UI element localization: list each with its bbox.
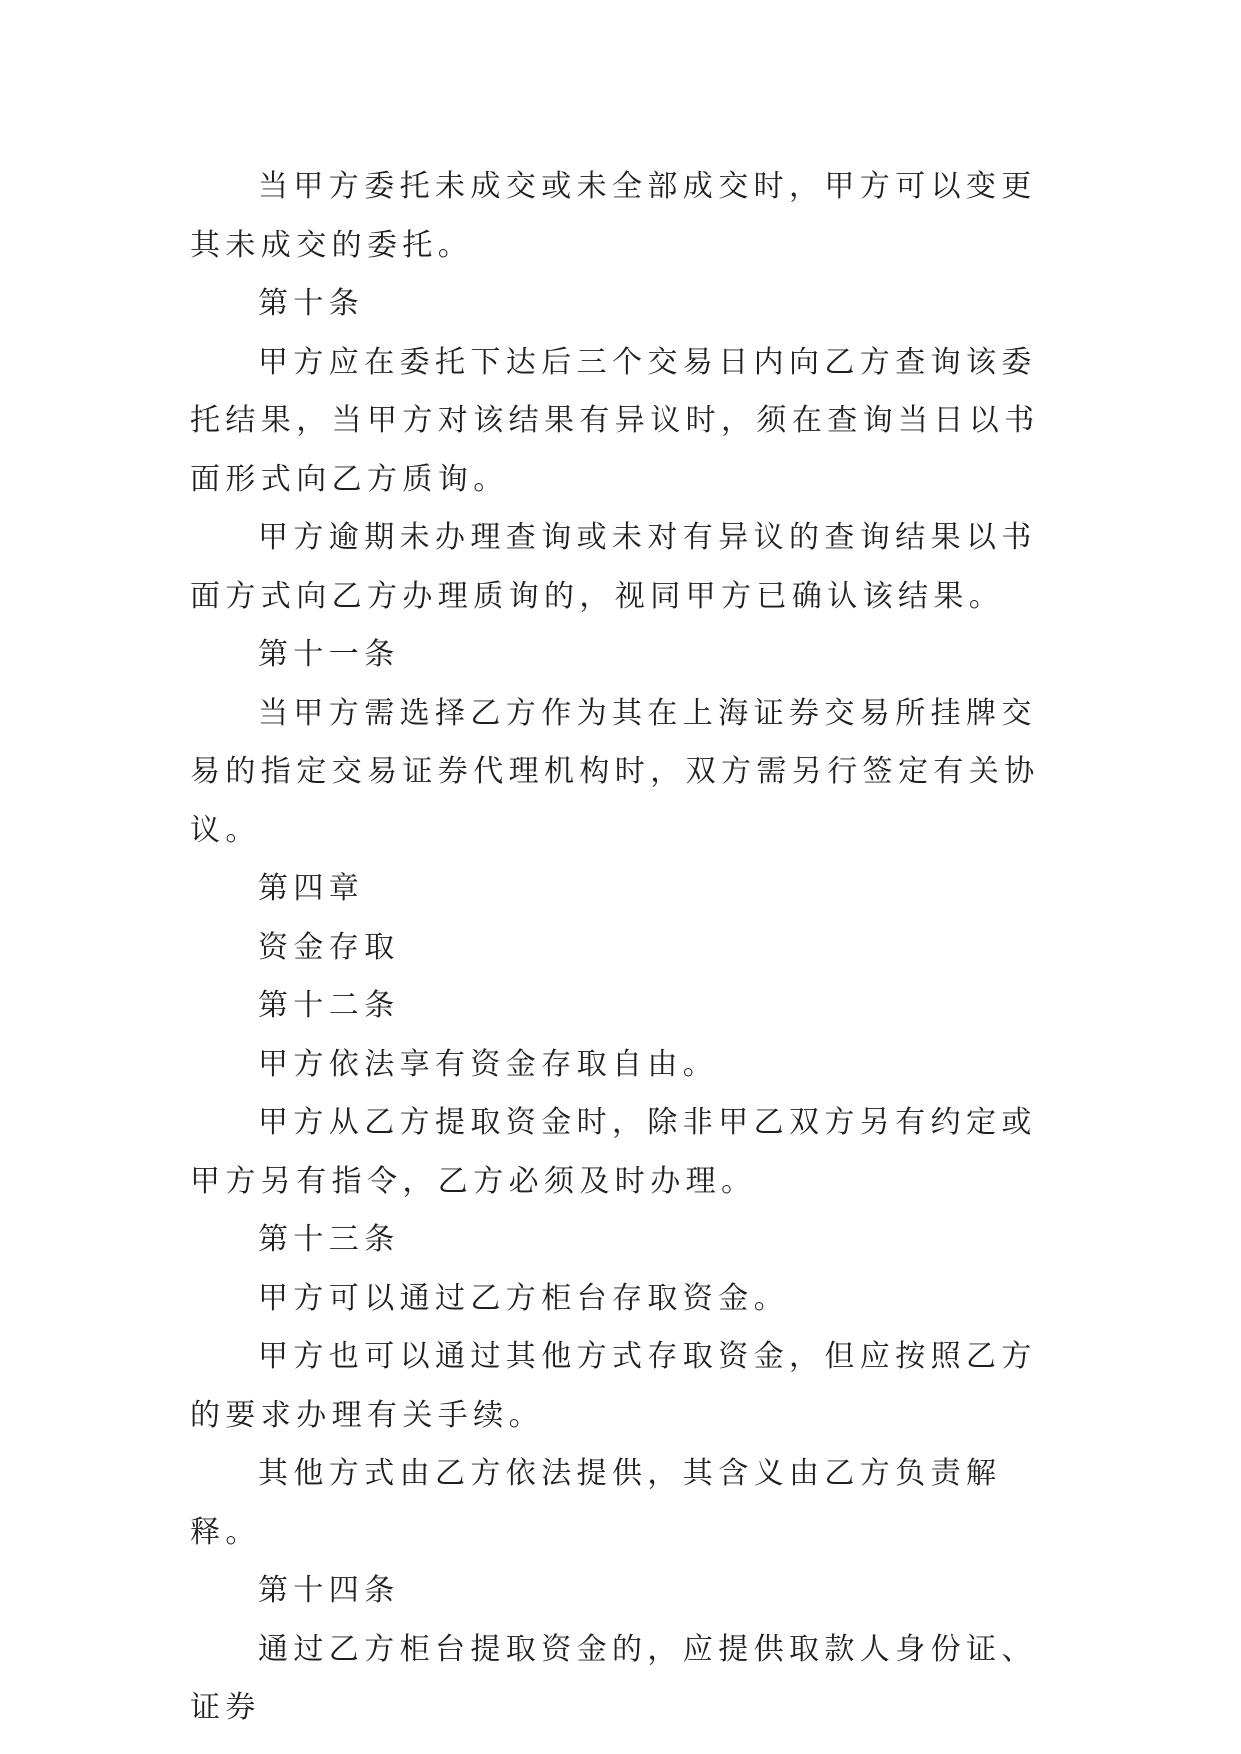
paragraph: 甲方也可以通过其他方式存取资金，但应按照乙方的要求办理有关手续。	[190, 1339, 1037, 1433]
chapter-title: 资金存取	[258, 929, 400, 965]
paragraph: 当甲方委托未成交或未全部成交时，甲方可以变更其未成交的委托。	[190, 169, 1037, 263]
paragraph: 其他方式由乙方依法提供，其含义由乙方负责解释。	[190, 1456, 1002, 1550]
paragraph: 甲方依法享有资金存取自由。	[258, 1046, 719, 1082]
article-heading: 第十条	[258, 286, 365, 321]
paragraph: 甲方可以通过乙方柜台存取资金。	[258, 1280, 789, 1316]
article-heading: 第十一条	[258, 637, 400, 672]
paragraph: 当甲方需选择乙方作为其在上海证券交易所挂牌交易的指定交易证券代理机构时，双方需另行签定有关协议。	[190, 695, 1040, 848]
paragraph: 甲方从乙方提取资金时，除非甲乙双方另有约定或甲方另有指令，乙方必须及时办理。	[190, 1105, 1037, 1199]
paragraph: 甲方应在委托下达后三个交易日内向乙方查询该委托结果，当甲方对该结果有异议时，须在查询当日以书面形式向乙方质询。	[190, 344, 1040, 497]
article-heading: 第十二条	[258, 988, 400, 1023]
article-heading: 第十三条	[258, 1222, 400, 1257]
article-heading: 第十四条	[258, 1573, 400, 1608]
paragraph: 通过乙方柜台提取资金的，应提供取款人身份证、证券	[190, 1631, 1037, 1725]
body-text	[190, 158, 1070, 1738]
paragraph: 甲方逾期未办理查询或未对有异议的查询结果以书面方式向乙方办理质询的，视同甲方已确认该结果。	[190, 520, 1037, 614]
chapter-heading: 第四章	[258, 871, 365, 906]
